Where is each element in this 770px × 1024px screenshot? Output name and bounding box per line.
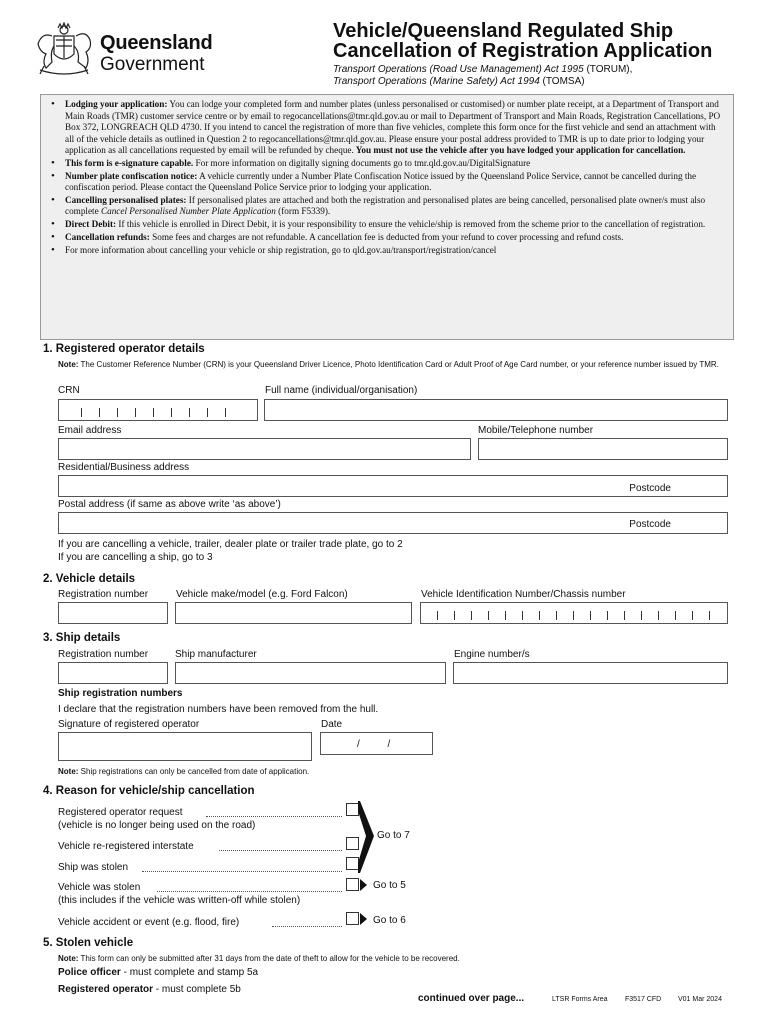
vehicle-reg-input[interactable] bbox=[58, 602, 168, 624]
reason-operator-request-leader bbox=[206, 816, 342, 817]
act1-abbr: (TORUM), bbox=[583, 64, 633, 75]
vehicle-reg-label: Registration number bbox=[58, 589, 149, 600]
vin-input[interactable] bbox=[420, 602, 728, 624]
information-box bbox=[40, 94, 734, 340]
crn-label: CRN bbox=[58, 385, 80, 396]
goto-5-label: Go to 5 bbox=[373, 880, 406, 891]
reason-vehicle-stolen-leader bbox=[157, 891, 342, 892]
section2-heading: 2. Vehicle details bbox=[43, 573, 136, 585]
section1-heading: 1. Registered operator details bbox=[43, 343, 205, 355]
postal-label: Postal address (if same as above write ‘as above’) bbox=[58, 499, 281, 510]
queensland-government-logo bbox=[32, 22, 232, 78]
info-confiscation-text: A vehicle currently under a Number Plate Confiscation Notice issued by the Queensland Police Service, cannot be cancelled during the confiscation period. Please contact the Queensland Police Service prior to lodging your application. bbox=[65, 170, 697, 193]
registered-operator-text: - must complete 5b bbox=[153, 984, 241, 995]
section5-note bbox=[58, 954, 460, 964]
fullname-label: Full name (individual/organisation) bbox=[265, 385, 418, 396]
ship-manufacturer-label: Ship manufacturer bbox=[175, 649, 257, 660]
footer-form-number: F3517 CFD bbox=[625, 996, 662, 1003]
info-direct-debit-text: If this vehicle is enrolled in Direct Debit, it is your responsibility to ensure the vehicle/ship is removed from the scheme prior to the cancellation of registration. bbox=[116, 218, 706, 229]
residential-label: Residential/Business address bbox=[58, 462, 190, 473]
goto6-arrow-icon bbox=[360, 913, 367, 925]
form-title-line1: Vehicle/Queensland Regulated Ship bbox=[333, 20, 674, 42]
info-lodging-warning: You must not use the vehicle after you have lodged your application for cancellation. bbox=[353, 145, 686, 156]
section3-heading: 3. Ship details bbox=[43, 632, 121, 644]
signature-label: Signature of registered operator bbox=[58, 719, 200, 730]
residential-input[interactable] bbox=[58, 475, 728, 497]
mobile-input[interactable] bbox=[478, 438, 728, 460]
info-personalised-text: If personalised plates are attached and both the registration and personalised plates are being cancelled, personalised plate owner/s must also complete bbox=[65, 194, 706, 217]
vehicle-make-input[interactable] bbox=[175, 602, 412, 624]
reason-accident-leader bbox=[272, 926, 342, 927]
info-esignature-text: For more information on digitally signing documents go to tmr.qld.gov.au/DigitalSignature bbox=[193, 157, 531, 168]
ship-reg-input[interactable] bbox=[58, 662, 168, 684]
section3-note bbox=[58, 767, 309, 777]
reason-operator-request-detail: (vehicle is no longer being used on the road) bbox=[58, 820, 256, 831]
ship-registration-numbers-heading: Ship registration numbers bbox=[58, 688, 183, 699]
info-confiscation bbox=[51, 171, 727, 194]
fullname-input[interactable] bbox=[264, 399, 728, 421]
goto-6-label: Go to 6 bbox=[373, 915, 406, 926]
info-personalised-form-number: (form F5339). bbox=[275, 206, 331, 217]
info-personalised-plates bbox=[51, 195, 727, 218]
reason-ship-stolen: Ship was stolen bbox=[58, 862, 129, 873]
footer-version: V01 Mar 2024 bbox=[678, 996, 722, 1003]
email-label: Email address bbox=[58, 425, 122, 436]
section4-heading: 4. Reason for vehicle/ship cancellation bbox=[43, 785, 255, 797]
section3-note-text: Ship registrations can only be cancelled from date of application. bbox=[78, 767, 310, 776]
date-label: Date bbox=[321, 719, 343, 730]
police-officer-text: - must complete and stamp 5a bbox=[120, 967, 259, 978]
goto-7-label: Go to 7 bbox=[377, 830, 410, 841]
goto7-bracket-arrow bbox=[358, 801, 376, 875]
legislation-acts bbox=[333, 64, 632, 88]
info-confiscation-heading: Number plate confiscation notice: bbox=[65, 170, 198, 181]
section1-note-label: Note: bbox=[58, 360, 79, 369]
engine-number-label: Engine number/s bbox=[454, 649, 530, 660]
info-more-information bbox=[51, 245, 727, 257]
residential-postcode-label: Postcode bbox=[629, 483, 671, 494]
reason-ship-stolen-leader bbox=[142, 871, 342, 872]
mobile-label: Mobile/Telephone number bbox=[478, 425, 594, 436]
reason-vehicle-stolen-checkbox[interactable] bbox=[346, 878, 359, 891]
registered-operator-label: Registered operator bbox=[58, 984, 154, 995]
info-personalised-heading: Cancelling personalised plates: bbox=[65, 194, 187, 205]
logo-queensland-text: Queensland bbox=[100, 32, 213, 54]
ship-manufacturer-input[interactable] bbox=[175, 662, 446, 684]
vin-label: Vehicle Identification Number/Chassis number bbox=[421, 589, 626, 600]
police-officer-instruction bbox=[58, 967, 258, 978]
act2-abbr: (TOMSA) bbox=[539, 76, 585, 87]
form-title-line2: Cancellation of Registration Application bbox=[333, 40, 713, 62]
vehicle-make-label: Vehicle make/model (e.g. Ford Falcon) bbox=[176, 589, 348, 600]
ship-declaration: I declare that the registration numbers have been removed from the hull. bbox=[58, 704, 379, 715]
email-input[interactable] bbox=[58, 438, 471, 460]
engine-number-input[interactable] bbox=[453, 662, 728, 684]
section5-heading: 5. Stolen vehicle bbox=[43, 937, 134, 949]
info-more-text: For more information about cancelling your vehicle or ship registration, go to qld.gov.au/transport/registration/cancel bbox=[65, 245, 497, 256]
info-refunds bbox=[51, 232, 727, 244]
footer-forms-area: LTSR Forms Area bbox=[552, 996, 608, 1003]
info-esignature bbox=[51, 158, 727, 170]
crn-input[interactable] bbox=[58, 399, 258, 421]
info-refunds-text: Some fees and charges are not refundable. A cancellation fee is deducted from your refund to cover processing and refund costs. bbox=[149, 231, 624, 242]
date-input[interactable] bbox=[320, 732, 433, 755]
act2-name: Transport Operations (Marine Safety) Act 1994 bbox=[333, 76, 540, 87]
info-lodging bbox=[51, 99, 727, 157]
ship-reg-label: Registration number bbox=[58, 649, 149, 660]
section3-note-label: Note: bbox=[58, 767, 79, 776]
info-personalised-form-name: Cancel Personalised Number Plate Application bbox=[100, 206, 276, 217]
reason-vehicle-stolen: Vehicle was stolen bbox=[58, 882, 141, 893]
postal-input[interactable] bbox=[58, 512, 728, 534]
section5-note-text: This form can only be submitted after 31 days from the date of theft to allow for the vehicle to be recovered. bbox=[78, 954, 460, 963]
signature-input[interactable] bbox=[58, 732, 312, 761]
coat-of-arms-icon bbox=[32, 22, 96, 78]
crn-digit-separators bbox=[67, 400, 249, 417]
reason-accident-checkbox[interactable] bbox=[346, 912, 359, 925]
postal-postcode-label: Postcode bbox=[629, 519, 671, 530]
reason-interstate-leader bbox=[219, 850, 342, 851]
section5-note-label: Note: bbox=[58, 954, 79, 963]
reason-operator-request: Registered operator request bbox=[58, 807, 183, 818]
info-direct-debit bbox=[51, 219, 727, 231]
logo-government-text: Government bbox=[100, 54, 205, 75]
reason-vehicle-stolen-detail: (this includes if the vehicle was written-off while stolen) bbox=[58, 895, 301, 906]
info-direct-debit-heading: Direct Debit: bbox=[65, 218, 117, 229]
info-esignature-heading: This form is e-signature capable. bbox=[65, 157, 194, 168]
info-lodging-text: You can lodge your completed form and number plates (unless personalised or customised) or number plate receipt, at a Department of Transport and Main Roads (TMR) customer service centre or by email to regocancellations@tmr.qld.gov.au or mail to Department of Transport and Main Roads, Registration Cancellations, PO Box 372, LONGREACH QLD 4730. If you intend to cancel the registration of more than five vehicles, complete this form once for the first vehicle and send an attachment with all of the vehicle details as outlined in Question 2 to regocancellations@tmr.qld.gov.au. Please ensure your postal address provided to TMR is up to date prior to lodging your application as all cancellations requested by email will be refunded by cheque. bbox=[65, 99, 721, 156]
date-separators: / / bbox=[357, 739, 391, 750]
info-refunds-heading: Cancellation refunds: bbox=[65, 231, 150, 242]
act1-name: Transport Operations (Road Use Management) Act 1995 bbox=[333, 64, 584, 75]
goto-ship-instruction: If you are cancelling a ship, go to 3 bbox=[58, 552, 213, 563]
registered-operator-instruction bbox=[58, 984, 241, 995]
police-officer-label: Police officer bbox=[58, 967, 121, 978]
goto5-arrow-icon bbox=[360, 879, 367, 891]
goto-vehicle-instruction: If you are cancelling a vehicle, trailer, dealer plate or trailer trade plate, go to 2 bbox=[58, 539, 403, 550]
continued-over-page: continued over page... bbox=[418, 993, 525, 1004]
reason-vehicle-accident: Vehicle accident or event (e.g. flood, fire) bbox=[58, 917, 240, 928]
vin-character-separators bbox=[425, 603, 723, 620]
section1-note-text: The Customer Reference Number (CRN) is your Queensland Driver Licence, Photo Identification Card or Adult Proof of Age Card number, or your reference number issued by TMR. bbox=[78, 360, 719, 369]
info-lodging-heading: Lodging your application: bbox=[65, 99, 168, 109]
section1-note bbox=[58, 360, 728, 370]
reason-reregistered-interstate: Vehicle re-registered interstate bbox=[58, 841, 194, 852]
